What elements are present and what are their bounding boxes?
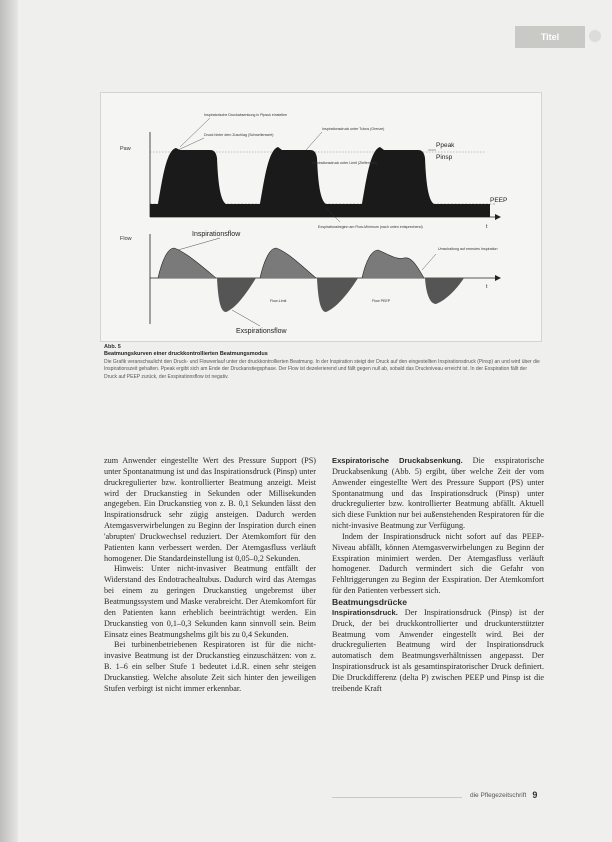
label-pressure-under-tube: Inspirationsdruck unter Tubus (Grenze) [322, 127, 385, 131]
caption-title: Beatmungskurven einer druckkontrollierten Beatmungsmodus [104, 351, 268, 358]
lead-exspiratory: Exspiratorische Druckabsenkung. [332, 456, 463, 465]
label-insp-rise: Inspiratorische Druckabsenkung in Pipsuk einstellen [204, 113, 288, 117]
insp-flow-1 [158, 248, 216, 278]
section-heading-beatmungsdruecke: Beatmungsdrücke [332, 596, 407, 607]
title-tab [515, 26, 585, 48]
label-flow-limit: Flow-Limit [270, 299, 287, 303]
text-column-left [104, 456, 316, 695]
label-expiration-point: Exspirationsbeginn am Flow-Minimum (nach unten entsprechend) [318, 225, 423, 229]
footer-journal: die Pflegezeitschrift [470, 791, 527, 799]
flow-time-label: t [486, 284, 488, 290]
left-paragraph-2: Hinweis: Unter nicht-invasiver Beatmung entfällt der Widerstand des Endotrachealtubus. Dadurch wird das Atemgas bei einem zu geringen Druckanstieg ungebremst über Beatmungssystem und Maske verabreicht. Der Atemkomfort für den Patienten kann erheblich beeinträchtigt werden. Ein Druckanstieg von 0,1–0,3 Sekunden kann sinnvoll sein. Beim Einsatz eines Beatmungshelms gilt bis zu 0,4 Sekunden. [104, 564, 316, 639]
pressure-breath-1 [158, 148, 226, 204]
label-ppeak: Ppeak [436, 142, 455, 149]
left-paragraph-3: Bei turbinenbetriebenen Respiratoren ist für die nicht-invasive Beatmung ist der Druckanstieg einzuschätzen: von z. B. 1–6 ein selber Stufe 1 bedeutet i.d.R. einen sehr steigen Druckanstieg. Welche absolute Zeit sich hinter den jeweiligen Stufen verbirgt ist nicht immer erkennbar. [104, 640, 316, 693]
exp-flow-3 [425, 278, 464, 304]
insp-flow-2 [260, 248, 316, 278]
label-expirationsflow: Exspirationsflow [236, 328, 287, 335]
exp-flow-1 [217, 278, 256, 312]
label-flow-crossing: Umschaltung auf erneutes Inspiration [438, 247, 498, 251]
label-pinsp: Pinsp [436, 154, 453, 161]
label-flow-peep: Flow PEEP [372, 299, 391, 303]
right-paragraph-2: Indem der Inspirationsdruck nicht sofort auf das PEEP-Niveau abfällt, können Atemgasverwirbelungen zu Beginn der Exspiration minimiert werden. Der Atemgasfluss verläuft homogener. Dadurch vermindert sich die Gefahr von Fehltriggerungen zu Beginn der Exspiration. Der Atemkomfort für den Patienten verbessert sich. [332, 531, 544, 596]
right-paragraph-3 [332, 608, 544, 695]
pressure-time-label: t [486, 224, 488, 230]
caption-number: Abb. 5 [104, 344, 121, 350]
exp-flow-2 [317, 278, 358, 312]
page-number: 9 [532, 790, 538, 800]
pressure-breath-3 [362, 147, 434, 204]
title-tab-dot [589, 30, 601, 42]
figure-caption [104, 344, 540, 381]
right-paragraph-1 [332, 456, 544, 532]
title-tab-label: Titel [540, 32, 560, 42]
footer-rule [332, 797, 462, 798]
label-insp-below-limit: Inspirationsdruck unter Limit (Zielfenster) [312, 161, 378, 165]
pressure-axis-label: Paw [120, 146, 131, 152]
left-paragraph-1: zum Anwender eingestellte Wert des Pressure Support (PS) unter Spontanatmung ist und das Inspirationsdruck (Pinsp) unter druckregulierter bzw. kontrollierter Beatmung anzeigt. Meist wird der Druckanstieg in Sekunden oder Millisekunden angegeben. Ein Druckanstieg von z. B. 0,1 Sekunden lässt den Inspirationsdruck sehr zügig ansteigen. Dadurch werden Atemgasverwirbelungen zu Beginn der Inspiration durch einen 'abrupten' Druckwechsel reduziert. Der Atemkomfort für den Patienten kann verbessert werden. Der Atemgasfluss verläuft homogener. Die Standardeinstellung ist 0,05–0,2 Sekunden. [104, 456, 316, 563]
page-footer [470, 790, 537, 800]
lead-inspirationsdruck: Inspirationsdruck. [332, 607, 398, 617]
label-inspirationsflow: Inspirationsflow [192, 231, 241, 238]
flow-axis-label: Flow [120, 236, 132, 242]
caption-text: Die Grafik veranschaulicht den Druck- und Flowverlauf unter der druckkontrollierten Beatmung. In der Inspiration steigt der Druck auf den eingestellten Inspirationsdruck (Pinsp) an und wird über die Inspirationszeit gehalten. Ppeak ergibt sich am Ende der Druckanstiegsphase. Der Flow ist dezelerierend und fällt gegen null ab, sobald das Druckniveau erreicht ist. In der Exspiration fällt der Druck auf PEEP zurück, der Exspirationsflow ist negativ. [104, 358, 540, 380]
right-paragraph-3-text: Der Inspirationsdruck (Pinsp) ist der Druck, der bei druckkontrollierter und druckunterstützter Beatmung vom Anwender eingestellt wird. Bei der druckregulierten Beatmung wird der Inspirationsdruck automatisch dem Beatmungsverhältnissen angepasst. Der Inspirationsdruck ist als gesamtinspiratorischer Druck definiert. Die Druckdifferenz (delta P) zwischen PEEP und Pinsp ist die treibende Kraft [332, 607, 545, 693]
label-peep: PEEP [490, 197, 508, 204]
page-binding-edge [0, 0, 18, 842]
pressure-breath-2 [260, 147, 326, 204]
pressure-axis-arrow [495, 214, 501, 220]
right-paragraph-1-text: Die exspiratorische Druckabsenkung (Abb. 5) ergibt, über welche Zeit der vom Anwender eingestellte Wert des Pressure Support (PS) unter Spontanatmung und das Inspirationsdruck (Pinsp) unter druckregulierter bzw. kontrollierter Beatmung abfällt. Aktuell sich diese Funktion nur bei außenstehenden Respiratoren für die nicht-invasive Beatmung zur Verfügung. [332, 456, 545, 531]
text-column-right [332, 456, 544, 695]
flow-axis-arrow [495, 275, 501, 281]
ventilation-curves-diagram [100, 92, 540, 340]
label-pressure-over-tube: Druck hinter dem Zuschlag (Schwellenwert) [204, 133, 274, 137]
peep-baseline-fill [150, 204, 490, 217]
